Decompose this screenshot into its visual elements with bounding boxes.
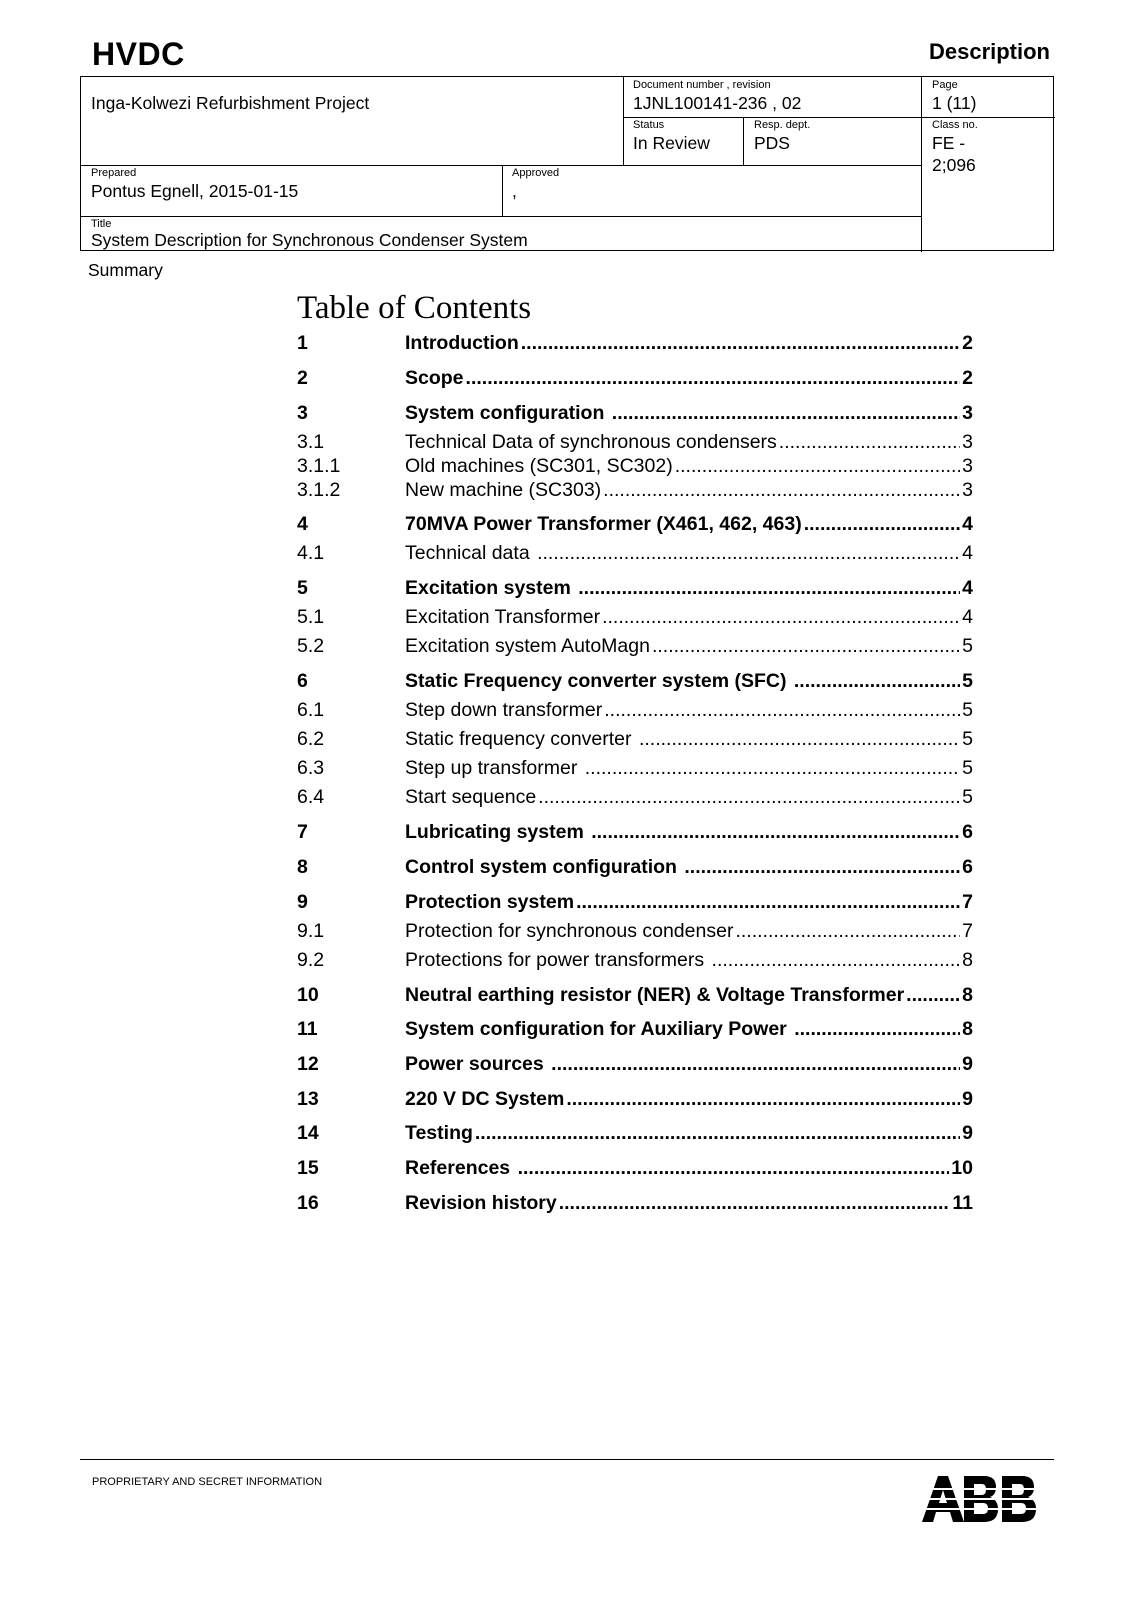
toc-entry[interactable] xyxy=(297,1018,973,1042)
toc-entry-title: Protection for synchronous condenser xyxy=(405,920,734,942)
toc-entry-page: 5 xyxy=(962,786,973,808)
toc-entry[interactable] xyxy=(297,431,973,455)
toc-entry-title: Excitation Transformer xyxy=(405,606,601,628)
toc-dot-leader xyxy=(585,757,960,780)
toc-entry[interactable] xyxy=(297,455,973,479)
page-value: 1 (11) xyxy=(932,93,977,113)
toc-entry-page: 9 xyxy=(962,1122,973,1144)
toc-entry-title: System configuration for Auxiliary Power xyxy=(405,1018,793,1040)
toc-entry-number: 15 xyxy=(297,1157,319,1179)
toc-entry-page: 5 xyxy=(962,757,973,779)
status-label: Status xyxy=(633,119,665,131)
resp-dept-value: PDS xyxy=(754,133,790,153)
toc-entry[interactable] xyxy=(297,728,973,752)
docnum-value: 1JNL100141-236 , 02 xyxy=(633,93,802,113)
toc-dot-leader xyxy=(518,1157,950,1180)
toc-entry[interactable] xyxy=(297,577,973,601)
toc-entry-page: 4 xyxy=(962,513,973,535)
toc-entry-number: 3.1.2 xyxy=(297,479,341,501)
toc-dot-leader xyxy=(559,1192,951,1215)
toc-entry-title: Neutral earthing resistor (NER) & Voltage Transformer xyxy=(405,984,905,1006)
docnum-label: Document number , revision xyxy=(633,79,771,91)
toc-entry-title: Excitation system xyxy=(405,577,577,599)
toc-entry-number: 4 xyxy=(297,513,308,535)
page-label: Page xyxy=(932,79,958,91)
toc-entry-title: Revision history xyxy=(405,1192,557,1214)
toc-entry-title: Control system configuration xyxy=(405,856,683,878)
toc-entry[interactable] xyxy=(297,1053,973,1077)
toc-entry-page: 8 xyxy=(962,949,973,971)
toc-entry[interactable] xyxy=(297,367,973,391)
footer-divider xyxy=(80,1459,1054,1460)
toc-entry-page: 3 xyxy=(962,479,973,501)
class-label: Class no. xyxy=(932,119,978,131)
toc-entry[interactable] xyxy=(297,949,973,973)
document-title: System Description for Synchronous Condenser System xyxy=(91,230,528,250)
toc-entry[interactable] xyxy=(297,920,973,944)
toc-dot-leader xyxy=(712,949,961,972)
toc-entry-number: 11 xyxy=(297,1018,318,1040)
toc-entry-page: 5 xyxy=(962,635,973,657)
toc-entry-title: Protections for power transformers xyxy=(405,949,710,971)
toc-entry[interactable] xyxy=(297,670,973,694)
toc-entry-title: Static Frequency converter system (SFC) xyxy=(405,670,792,692)
toc-dot-leader xyxy=(735,920,960,943)
toc-dot-leader xyxy=(475,1122,960,1145)
toc-entry-title: Technical Data of synchronous condensers xyxy=(405,431,777,453)
toc-entry-page: 5 xyxy=(962,728,973,750)
toc-dot-leader xyxy=(521,332,960,355)
toc-entry-number: 6.1 xyxy=(297,699,325,721)
toc-entry[interactable] xyxy=(297,856,973,880)
toc-entry-page: 5 xyxy=(962,670,973,692)
toc-entry-page: 4 xyxy=(962,577,973,599)
resp-dept-label: Resp. dept. xyxy=(754,119,811,131)
org-name: HVDC xyxy=(92,36,185,72)
toc-entry-title: Old machines (SC301, SC302) xyxy=(405,455,673,477)
toc-entry-title: References xyxy=(405,1157,516,1179)
toc-entry-title: Scope xyxy=(405,367,464,389)
toc-dot-leader xyxy=(794,1018,960,1041)
toc-entry-title: Protection system xyxy=(405,891,575,913)
toc-dot-leader xyxy=(779,431,960,454)
toc-entry-page: 9 xyxy=(962,1053,973,1075)
toc-entry-number: 5.1 xyxy=(297,606,325,628)
toc-entry-number: 6 xyxy=(297,670,308,692)
toc-dot-leader xyxy=(675,455,960,478)
toc-entry[interactable] xyxy=(297,699,973,723)
toc-entry-page: 3 xyxy=(962,431,973,453)
toc-entry-title: System configuration xyxy=(405,402,610,424)
toc-entry[interactable] xyxy=(297,513,973,537)
toc-entry-title: Technical data xyxy=(405,542,536,564)
prepared-label: Prepared xyxy=(91,167,137,179)
approved-label: Approved xyxy=(512,167,560,179)
proprietary-notice: PROPRIETARY AND SECRET INFORMATION xyxy=(92,1476,323,1488)
toc-entry-page: 3 xyxy=(962,455,973,477)
class-value-line2: 2;096 xyxy=(932,155,976,175)
toc-entry-page: 6 xyxy=(962,821,973,843)
toc-entry-number: 5 xyxy=(297,577,308,599)
toc-entry[interactable] xyxy=(297,1157,973,1181)
toc-entry-page: 6 xyxy=(962,856,973,878)
toc-entry-title: Lubricating system xyxy=(405,821,590,843)
toc-entry-number: 7 xyxy=(297,821,308,843)
toc-entry-title: Step up transformer xyxy=(405,757,583,779)
toc-dot-leader xyxy=(794,670,960,693)
toc-entry[interactable] xyxy=(297,821,973,845)
abb-logo xyxy=(922,1476,1040,1527)
toc-dot-leader xyxy=(591,821,960,844)
toc-entry[interactable] xyxy=(297,1192,973,1216)
toc-entry-title: Step down transformer xyxy=(405,699,603,721)
toc-entry-title: Testing xyxy=(405,1122,473,1144)
toc-entry[interactable] xyxy=(297,635,973,659)
toc-dot-leader xyxy=(551,1053,960,1076)
toc-entry-number: 6.2 xyxy=(297,728,325,750)
title-label: Title xyxy=(91,218,112,230)
prepared-value: Pontus Egnell, 2015-01-15 xyxy=(91,181,299,201)
toc-dot-leader xyxy=(466,367,961,390)
project-name: Inga-Kolwezi Refurbishment Project xyxy=(91,93,370,113)
toc-entry[interactable] xyxy=(297,479,973,503)
toc-entry-number: 16 xyxy=(297,1192,319,1214)
toc-entry[interactable] xyxy=(297,891,973,915)
toc-dot-leader xyxy=(538,786,960,809)
toc-dot-leader xyxy=(537,542,960,565)
toc-entry-page: 2 xyxy=(962,332,973,354)
toc-entry[interactable] xyxy=(297,984,973,1008)
toc-entry-number: 4.1 xyxy=(297,542,325,564)
toc-entry-number: 14 xyxy=(297,1122,319,1144)
toc-entry-title: Start sequence xyxy=(405,786,537,808)
toc-entry-page: 7 xyxy=(962,920,973,942)
toc-dot-leader xyxy=(652,635,960,658)
toc-entry-page: 8 xyxy=(962,984,973,1006)
toc-dot-leader xyxy=(804,513,960,536)
toc-entry-number: 1 xyxy=(297,332,308,354)
toc-entry[interactable] xyxy=(297,757,973,781)
toc-entry-title: Excitation system AutoMagn xyxy=(405,635,650,657)
toc-dot-leader xyxy=(639,728,960,751)
toc-entry-number: 9.1 xyxy=(297,920,325,942)
toc-entry[interactable] xyxy=(297,402,973,426)
toc-entry-title: Static frequency converter xyxy=(405,728,637,750)
toc-entry-number: 2 xyxy=(297,367,308,389)
toc-dot-leader xyxy=(612,402,960,425)
toc-entry-page: 4 xyxy=(962,542,973,564)
status-value: In Review xyxy=(633,133,710,153)
summary-label: Summary xyxy=(88,260,163,280)
toc-entry-page: 5 xyxy=(962,699,973,721)
toc-entry-page: 3 xyxy=(962,402,973,424)
toc-entry-title: 220 V DC System xyxy=(405,1088,565,1110)
toc-entry-number: 3.1 xyxy=(297,431,325,453)
toc-entry-page: 2 xyxy=(962,367,973,389)
toc-dot-leader xyxy=(578,577,960,600)
toc-entry-number: 5.2 xyxy=(297,635,325,657)
toc-entry-number: 6.4 xyxy=(297,786,325,808)
toc-dot-leader xyxy=(684,856,960,879)
toc-entry-page: 4 xyxy=(962,606,973,628)
toc-entry-number: 3.1.1 xyxy=(297,455,341,477)
document-type: Description xyxy=(928,39,1050,64)
toc-entry-number: 12 xyxy=(297,1053,319,1075)
toc-entry-page: 11 xyxy=(952,1192,973,1214)
toc-entry-number: 13 xyxy=(297,1088,319,1110)
toc-entry-number: 3 xyxy=(297,402,308,424)
toc-entry-title: Introduction xyxy=(405,332,519,354)
toc-entry-page: 8 xyxy=(962,1018,973,1040)
toc-entry[interactable] xyxy=(297,786,973,810)
toc-entry-page: 10 xyxy=(951,1157,973,1179)
toc-entry-page: 9 xyxy=(962,1088,973,1110)
toc-entry-page: 7 xyxy=(962,891,973,913)
toc-entry[interactable] xyxy=(297,606,973,630)
toc-entry-number: 8 xyxy=(297,856,308,878)
toc-entry-title: New machine (SC303) xyxy=(405,479,602,501)
toc-dot-leader xyxy=(602,606,960,629)
toc-entry[interactable] xyxy=(297,332,973,356)
toc-entry-number: 6.3 xyxy=(297,757,325,779)
toc-dot-leader xyxy=(576,891,960,914)
toc-dot-leader xyxy=(604,699,960,722)
approved-value: , xyxy=(512,181,517,201)
toc-dot-leader xyxy=(603,479,960,502)
toc-entry[interactable] xyxy=(297,1122,973,1146)
toc-entry-number: 9 xyxy=(297,891,308,913)
toc-entry-number: 9.2 xyxy=(297,949,325,971)
document-info-table xyxy=(80,76,1054,251)
toc-entry-title: 70MVA Power Transformer (X461, 462, 463) xyxy=(405,513,802,535)
toc-dot-leader xyxy=(906,984,960,1007)
toc-title: Table of Contents xyxy=(297,290,532,326)
toc-entry-title: Power sources xyxy=(405,1053,550,1075)
toc-dot-leader xyxy=(566,1088,960,1111)
toc-entry-number: 10 xyxy=(297,984,319,1006)
toc-entry[interactable] xyxy=(297,1088,973,1112)
class-value-line1: FE - xyxy=(932,133,966,153)
toc-entry[interactable] xyxy=(297,542,973,566)
